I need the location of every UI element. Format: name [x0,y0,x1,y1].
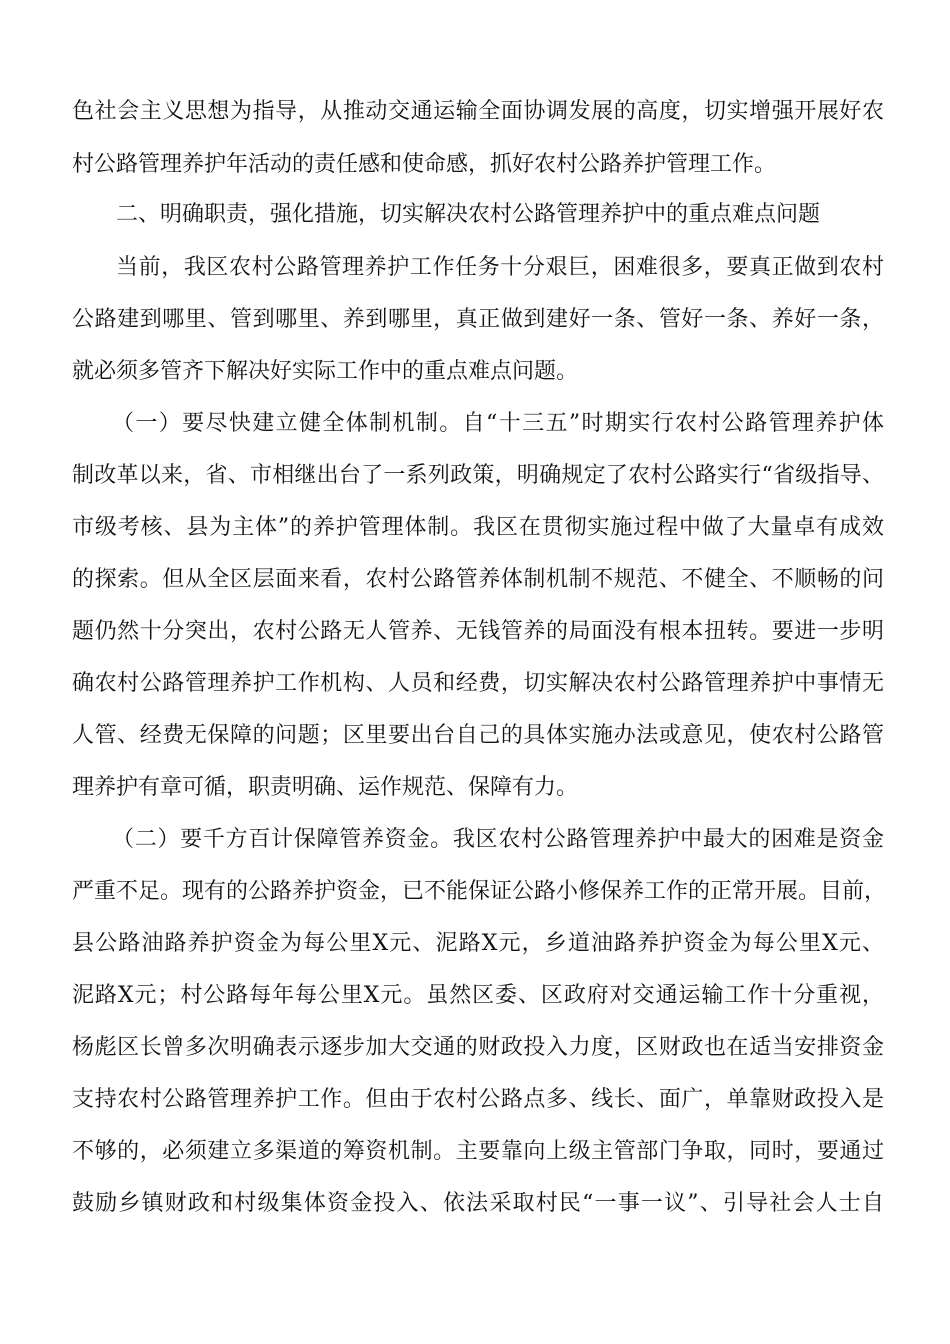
text-line: 就必须多管齐下解决好实际工作中的重点难点问题。 [72,359,579,384]
text-line: （二）要千方百计保障管养资金。我区农村公路管理养护中最大的困难是资金 [112,827,884,852]
text-line: 支持农村公路管理养护工作。但由于农村公路点多、线长、面广，单靠财政投入是 [72,1087,884,1112]
text-line: 泥路X元；村公路每年每公里X元。虽然区委、区政府对交通运输工作十分重视， [72,983,884,1008]
text-line: 的探索。但从全区层面来看，农村公路管养体制机制不规范、不健全、不顺畅的问 [72,567,884,592]
text-line: 当前，我区农村公路管理养护工作任务十分艰巨，困难很多，要真正做到农村 [116,255,884,280]
text-line: 县公路油路养护资金为每公里X元、泥路X元，乡道油路养护资金为每公里X元、 [72,931,884,956]
text-line: 公路建到哪里、管到哪里、养到哪里，真正做到建好一条、管好一条、养好一条， [72,307,884,332]
text-line: 题仍然十分突出，农村公路无人管养、无钱管养的局面没有根本扭转。要进一步明 [72,619,884,644]
text-line: （一）要尽快建立健全体制机制。自“十三五”时期实行农村公路管理养护体 [112,411,884,436]
text-line: 确农村公路管理养护工作机构、人员和经费，切实解决农村公路管理养护中事情无 [72,671,884,696]
text-line: 不够的，必须建立多渠道的筹资机制。主要靠向上级主管部门争取，同时，要通过 [72,1139,884,1164]
text-line: 村公路管理养护年活动的责任感和使命感，抓好农村公路养护管理工作。 [72,152,777,177]
text-line: 杨彪区长曾多次明确表示逐步加大交通的财政投入力度，区财政也在适当安排资金 [72,1035,884,1060]
text-line: 理养护有章可循，职责明确、运作规范、保障有力。 [72,775,579,800]
text-line: 严重不足。现有的公路养护资金，已不能保证公路小修保养工作的正常开展。目前， [72,879,887,904]
text-line: 制改革以来，省、市相继出台了一系列政策，明确规定了农村公路实行“省级指导、 [72,463,884,488]
text-line: 市级考核、县为主体”的养护管理体制。我区在贯彻实施过程中做了大量卓有成效 [72,515,884,540]
section-heading: 二、明确职责，强化措施，切实解决农村公路管理养护中的重点难点问题 [116,202,821,227]
text-line: 鼓励乡镇财政和村级集体资金投入、依法采取村民“一事一议”、引导社会人士自 [72,1191,884,1216]
text-line: 人管、经费无保障的问题；区里要出台自己的具体实施办法或意见，使农村公路管 [72,723,884,748]
text-line: 色社会主义思想为指导，从推动交通运输全面协调发展的高度，切实增强开展好农 [72,99,884,124]
